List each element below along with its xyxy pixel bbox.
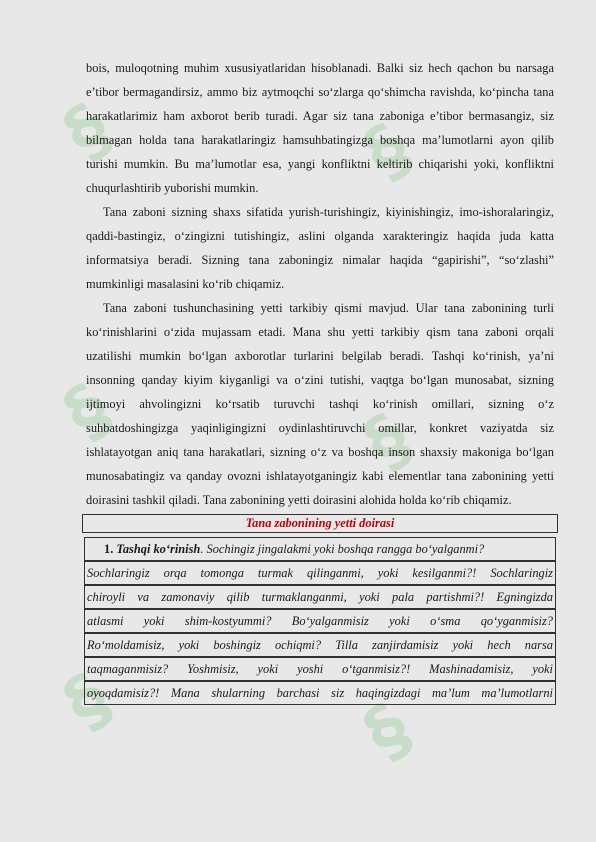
watermark-logo: §	[349, 687, 426, 775]
list-line-text: . Sochingiz jingalakmi yoki boshqa rangga bo‘yalganmi?	[200, 542, 485, 556]
section-title: Tana zabonining yetti doirasi	[82, 514, 558, 533]
watermark-logo: §	[49, 87, 126, 175]
paragraph: Tana zaboni sizning shaxs sifatida yurish-turishingiz, kiyinishingiz, imo-ishoralaringiz, qaddi-bastingiz, o‘zingizni tutishingiz, aslini olganda xarakteringiz haqida juda katta informatsiya beradi. Sizning tana zaboningiz nimalar haqida “gapirishi”, “so‘zlashi” mumkinligi masalasini ko‘rib chiqamiz.	[86, 205, 554, 291]
watermark-logo: §	[49, 657, 126, 745]
watermark-logo: §	[49, 367, 126, 455]
watermark-logo: §	[349, 397, 426, 485]
document-page	[86, 56, 554, 705]
paragraph: Tana zaboni tushunchasining yetti tarkibiy qismi mavjud. Ular tana zabonining turli ko‘rinishlarini o‘zida mujassam etadi. Mana shu yetti tarkibiy qism tana zaboni orqali uzatilishi mumkin bo‘lgan axborotlar turlarini belgilab beradi. Tashqi ko‘rinish, ya’ni insonning qanday kiyim kiyganligi va o‘zini tutishi, vaqtga bo‘lgan munosabat, sizning ijtimoyi ahvolingizni ko‘rsatib turuvchi tashqi ko‘rinish omillari, sizning o‘z suhbatdoshingizga yaqinligingizni oydinlashtiruvchi omillar, konkret vaziyatda siz ishlatayotgan aniq tana harakatlari, sizning o‘z va boshqa inson shaxsiy makoniga bo‘lgan munosabatingiz va qanday ovozni ishlatayotganingiz kabi elementlar tana zabonining yetti doirasini tashkil qiladi. Tana zabonining yetti doirasini alohida holda ko‘rib chiqamiz.	[86, 301, 554, 507]
list-line: Ro‘moldamisiz, yoki boshingiz ochiqmi? Tilla zanjirdamisiz yoki hech narsa	[84, 633, 556, 657]
list-item	[86, 537, 554, 705]
list-line: taqmaganmisiz? Yoshmisiz, yoki yoshi o‘tganmisiz?! Mashinadamisiz, yoki	[84, 657, 556, 681]
list-line: Sochlaringiz orqa tomonga turmak qilinganmi, yoki kesilganmi?! Sochlaringiz	[84, 561, 556, 585]
list-term: Tashqi ko‘rinish	[116, 542, 201, 556]
paragraph: bois, muloqotning muhim xususiyatlaridan hisoblanadi. Balki siz hech qachon bu narsaga e’tibor bermagandirsiz, ammo biz aytmoqchi so‘zlarga qo‘shimcha ravishda, ko‘pincha tana harakatlarimiz ham axborot berib turadi. Agar siz tana zaboniga e’tibor bermasangiz, siz bilmagan holda tana harakatlaringiz hamsuhbatingizga boshqa ma’lumotlarni ayon qilib turishi mumkin. Bu ma’lumotlar esa, yangi konfliktni keltirib chiqarishi yoki, konfliktni chuqurlashtirib yuborishi mumkin.	[86, 61, 554, 195]
list-line	[84, 537, 556, 561]
watermark-logo: §	[349, 107, 426, 195]
list-number: 1.	[104, 542, 114, 556]
list-line: oyoqdamisiz?! Mana shularning barchasi siz haqingizdagi ma’lum ma’lumotlarni	[84, 681, 556, 705]
list-line: atlasmi yoki shim-kostyummi? Bo‘yalganmisiz yoki o‘sma qo‘yganmisiz?	[84, 609, 556, 633]
list-line: chiroyli va zamonaviy qilib turmaklanganmi, yoki pala partishmi?! Egningizda	[84, 585, 556, 609]
